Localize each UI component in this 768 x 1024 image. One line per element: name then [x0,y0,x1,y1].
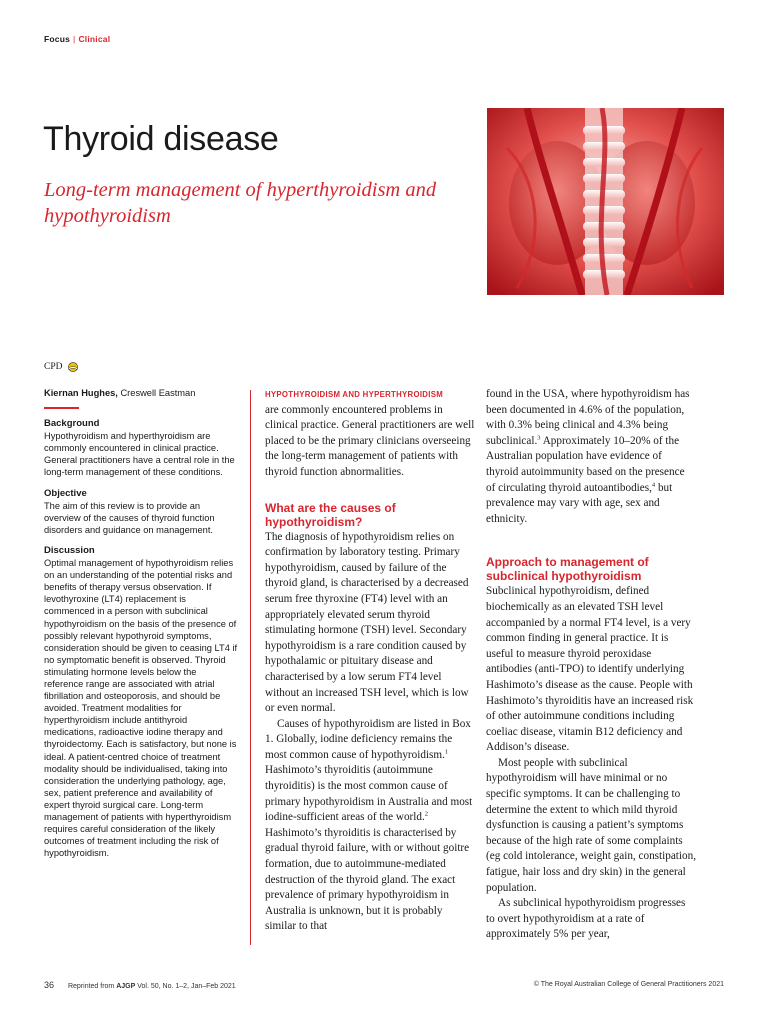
background-heading: Background [44,418,100,430]
open-book-icon [66,362,80,372]
header-separator: | [73,34,76,44]
co-author-name: Creswell Eastman [120,388,196,398]
page-number: 36 [44,980,55,990]
issue-info: Vol. 50, No. 1–2, Jan–Feb 2021 [137,983,236,990]
page-footer [44,980,724,990]
approach-paragraph-3: As subclinical hypothyroidism progresses to overt hypothyroidism at a rate of approximately 5% per year, [486,897,686,941]
running-header [44,34,110,44]
reprinted-label: Reprinted from [67,983,115,990]
objective-text: The aim of this review is to provide an overview of the causes of thyroid function disorders and guidance on management. [44,500,215,535]
objective-heading: Objective [44,487,87,499]
intro-text: are commonly encountered problems in clinical practice. General practitioners are well placed to be the primary clinicians overseeing the long-term management of patients with thyroid function abnormalities. [265,403,475,478]
thyroid-illustration [487,108,724,295]
copyright-notice: © The Royal Australian College of General Practitioners 2021 [533,981,724,988]
discussion-text: Optimal management of hypothyroidism relies on an understanding of the potential risks and benefits of therapy versus observation. If levothyroxine (LT4) replacement is commenced in a person with subclinical hypothyroidism on the basis of the presence of possibly relevant hypothyroid symptoms, consideration should be given to ceasing LT4 if no symptomatic benefit is observed. Thyroid stimulating hormone levels below the reference range are associated with atrial fibrillation and osteoporosis, and should be avoided. Treatment modalities for hyperthyroidism include antithyroid medications, radioactive iodine therapy and thyroidectomy. Each is satisfactory, but none is ideal. A patient-centred choice of treatment modality should be individualised, taking into consideration the underlying pathology, age, sex, patient preference and availability of expert thyroid surgical care. Long-term management of patients with hyperthyroidism requires careful consideration of the likely outcomes of treatment including the risk of hypothyroidism. [44,558,238,859]
reference-2: 2 [424,810,429,818]
approach-heading: Approach to management of subclinical hypothyroidism [486,555,649,584]
causes-paragraph-2: Causes of hypothyroidism are listed in Box 1. Globally, iodine deficiency remains the most common cause of hypothyroidism.$^1$ Hashimoto’s thyroiditis (autoimmune thyroiditis) is the most common cause of primary hypothyroidism in Australia and most iodine-sufficient areas of the world.$^2$ Hashimoto’s thyroiditis is characterised by gradual thyroid failure, with or without goitre formation, due to autoimmune-mediated destruction of the thyroid gland. The exact prevalence of primary hypothyroidism in Australia is unknown, but it is probably similar to that [265,717,473,933]
article-subtitle: Long-term management of hyperthyroidism and hypothyroidism [44,179,437,227]
causes-heading: What are the causes of hypothyroidism? [265,500,396,529]
column-divider [250,390,251,945]
category-label: Clinical [78,34,111,44]
approach-paragraph-1: Subclinical hypothyroidism, defined biochemically as an elevated TSH level accompanied by a normal FT4 level, is a very common finding in general practice. It is useful to measure thyroid peroxidase antibodies (anti-TPO) to identify underlying Hashimoto’s disease as the cause. People with Hashimoto’s thyroiditis have an increased risk of other autoimmune conditions including coeliac disease, vitamin B12 deficiency and Addison’s disease. [486,585,694,754]
discussion-heading: Discussion [44,544,95,556]
background-text: Hypothyroidism and hyperthyroidism are commonly encountered in clinical practice. General practitioners have a central role in the long-term management of these conditions. [44,431,235,478]
intro-paragraph [265,387,475,481]
prevalence-paragraph: found in the USA, where hypothyroidism has been documented in 4.6% of the population, with 0.3% being clinical and 4.3% being subclinical.$^3$ Approximately 10–20% of the Australian population have evidence of thyroid autoimmunity based on the presence of circulating thyroid autoantibodies,$^4$ but prevalence may vary with age, sex and ethnicity. [486,388,690,525]
causes-paragraph-1: The diagnosis of hypothyroidism relies on confirmation by laboratory testing. Primary hypothyroidism, caused by failure of the thyroid gland, is characterised by a decreased serum free thyroxine (FT4) level with an appropriately elevated serum thyroid stimulating hormone (TSH) level. Secondary hypothyroidism is a rare condition caused by hypothalamic or pituitary disease and characterised by a low serum FT4 level without an increased TSH level, which is low or even normal. [265,530,469,715]
cpd-label: CPD [44,362,63,372]
approach-paragraph-2: Most people with subclinical hypothyroidism will have minimal or no specific symptoms. It can be challenging to determine the extent to which mild thyroid dysfunction is causing a patient’s symptoms because of the high rate of some complaints (eg cold intolerance, weight gain, constipation, fatigue, hair loss and dry skin) in the general population. [486,756,697,894]
section-label: Focus [44,34,71,44]
reference-4: 4 [651,480,656,488]
author-divider [44,407,79,409]
cpd-badge [44,362,80,372]
body-column-3 [486,387,696,943]
lead-in: HYPOTHYROIDISM AND HYPERTHYROIDISM [265,390,443,399]
author-name: Kiernan Hughes, [44,388,118,398]
reference-3: 3 [537,434,541,442]
body-column-2 [265,387,475,935]
author-line [44,387,238,399]
reference-1: 1 [444,748,449,756]
journal-name: AJGP [116,983,136,990]
abstract-column [44,387,238,868]
thyroid-anatomy-image [487,108,724,295]
article-title: Thyroid disease [43,120,279,158]
